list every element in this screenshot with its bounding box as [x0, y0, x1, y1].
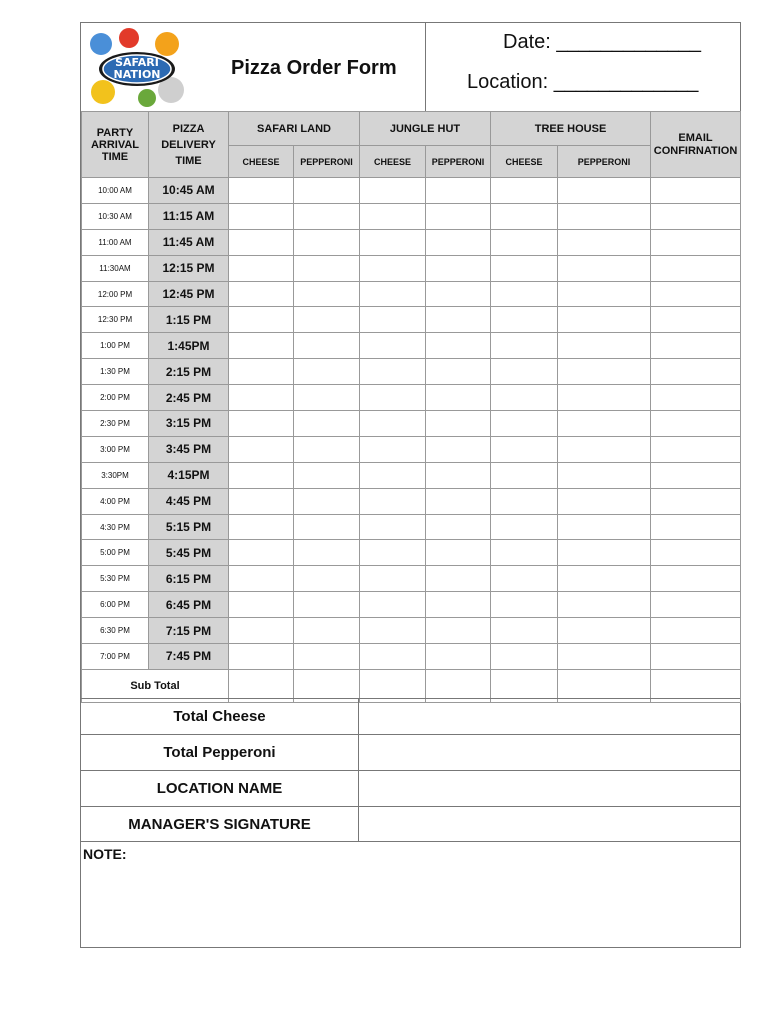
- order-quantity-cell[interactable]: [360, 359, 426, 385]
- order-quantity-cell[interactable]: [229, 462, 294, 488]
- order-quantity-cell[interactable]: [426, 618, 491, 644]
- order-row: [82, 618, 741, 644]
- order-quantity-cell[interactable]: [229, 307, 294, 333]
- party-arrival-time: 11:00 AM: [82, 229, 149, 255]
- email-confirmation-cell[interactable]: [651, 333, 741, 359]
- order-quantity-cell[interactable]: [558, 592, 651, 618]
- order-quantity-cell[interactable]: [294, 255, 360, 281]
- order-quantity-cell[interactable]: [229, 514, 294, 540]
- email-confirmation-cell[interactable]: [651, 255, 741, 281]
- order-quantity-cell[interactable]: [491, 436, 558, 462]
- party-arrival-time: 3:30PM: [82, 462, 149, 488]
- logo-text-nation: NATION: [113, 68, 161, 81]
- pizza-delivery-time: 6:15 PM: [149, 566, 229, 592]
- party-arrival-time: 5:30 PM: [82, 566, 149, 592]
- order-quantity-cell[interactable]: [229, 488, 294, 514]
- pizza-delivery-time: 4:45 PM: [149, 488, 229, 514]
- safari-nation-logo: [85, 26, 189, 110]
- order-quantity-cell[interactable]: [426, 255, 491, 281]
- party-arrival-time: 12:30 PM: [82, 307, 149, 333]
- order-quantity-cell[interactable]: [360, 618, 426, 644]
- order-row: [82, 307, 741, 333]
- order-quantity-cell[interactable]: [426, 644, 491, 670]
- party-arrival-time: 4:00 PM: [82, 488, 149, 514]
- email-confirmation-cell[interactable]: [651, 644, 741, 670]
- date-field[interactable]: Date: _____________: [503, 31, 701, 53]
- order-row: [82, 359, 741, 385]
- order-rows: [82, 178, 741, 670]
- order-quantity-cell[interactable]: [360, 229, 426, 255]
- party-arrival-time: 3:00 PM: [82, 436, 149, 462]
- cheese-header: CHEESE: [360, 146, 426, 178]
- order-quantity-cell[interactable]: [229, 255, 294, 281]
- form-header: [81, 23, 740, 112]
- order-quantity-cell[interactable]: [294, 592, 360, 618]
- order-quantity-cell[interactable]: [491, 307, 558, 333]
- party-arrival-header: PARTY ARRIVAL TIME: [82, 112, 149, 178]
- order-quantity-cell[interactable]: [426, 488, 491, 514]
- order-row: [82, 411, 741, 437]
- order-quantity-cell[interactable]: [426, 462, 491, 488]
- order-quantity-cell[interactable]: [426, 229, 491, 255]
- order-quantity-cell[interactable]: [558, 255, 651, 281]
- order-quantity-cell[interactable]: [426, 307, 491, 333]
- order-quantity-cell[interactable]: [491, 229, 558, 255]
- order-quantity-cell[interactable]: [294, 436, 360, 462]
- jungle-hut-header: JUNGLE HUT: [360, 112, 491, 146]
- party-arrival-time: 7:00 PM: [82, 644, 149, 670]
- order-quantity-cell[interactable]: [426, 359, 491, 385]
- order-quantity-cell[interactable]: [426, 411, 491, 437]
- cheese-header: CHEESE: [491, 146, 558, 178]
- party-arrival-time: 1:00 PM: [82, 333, 149, 359]
- pizza-delivery-time: 11:45 AM: [149, 229, 229, 255]
- order-quantity-cell[interactable]: [491, 592, 558, 618]
- order-quantity-cell[interactable]: [426, 385, 491, 411]
- order-quantity-cell[interactable]: [491, 411, 558, 437]
- order-quantity-cell[interactable]: [229, 644, 294, 670]
- order-quantity-cell[interactable]: [360, 307, 426, 333]
- order-quantity-cell[interactable]: [360, 462, 426, 488]
- email-confirmation-header: EMAIL CONFIRNATION: [651, 112, 741, 178]
- order-quantity-cell[interactable]: [229, 540, 294, 566]
- tree-house-header: TREE HOUSE: [491, 112, 651, 146]
- location-name-row: [81, 770, 740, 806]
- email-confirmation-cell[interactable]: [651, 436, 741, 462]
- order-quantity-cell[interactable]: [491, 333, 558, 359]
- email-confirmation-cell[interactable]: [651, 592, 741, 618]
- cheese-header: CHEESE: [229, 146, 294, 178]
- order-quantity-cell[interactable]: [229, 203, 294, 229]
- note-label: NOTE:: [83, 846, 127, 862]
- order-quantity-cell[interactable]: [491, 203, 558, 229]
- order-quantity-cell[interactable]: [360, 514, 426, 540]
- order-quantity-cell[interactable]: [558, 514, 651, 540]
- order-quantity-cell[interactable]: [229, 229, 294, 255]
- pizza-delivery-header: PIZZA DELIVERY TIME: [149, 112, 229, 178]
- location-name-label: LOCATION NAME: [81, 771, 359, 806]
- total-pepperoni-label: Total Pepperoni: [81, 735, 359, 770]
- email-confirmation-cell[interactable]: [651, 618, 741, 644]
- order-row: [82, 488, 741, 514]
- manager-signature-label: MANAGER'S SIGNATURE: [81, 807, 359, 842]
- pizza-delivery-time: 1:15 PM: [149, 307, 229, 333]
- order-row: [82, 592, 741, 618]
- safari-land-header: SAFARI LAND: [229, 112, 360, 146]
- order-quantity-cell[interactable]: [360, 281, 426, 307]
- order-quantity-cell[interactable]: [558, 307, 651, 333]
- order-quantity-cell[interactable]: [491, 514, 558, 540]
- order-row: [82, 333, 741, 359]
- order-quantity-cell[interactable]: [294, 566, 360, 592]
- order-quantity-cell[interactable]: [558, 178, 651, 204]
- order-quantity-cell[interactable]: [426, 178, 491, 204]
- email-confirmation-cell[interactable]: [651, 514, 741, 540]
- email-confirmation-cell[interactable]: [651, 488, 741, 514]
- email-confirmation-cell[interactable]: [651, 229, 741, 255]
- pepperoni-header: PEPPERONI: [294, 146, 360, 178]
- pepperoni-header: PEPPERONI: [426, 146, 491, 178]
- order-quantity-cell[interactable]: [360, 333, 426, 359]
- party-arrival-time: 10:30 AM: [82, 203, 149, 229]
- email-confirmation-cell[interactable]: [651, 411, 741, 437]
- pizza-delivery-time: 3:45 PM: [149, 436, 229, 462]
- order-quantity-cell[interactable]: [426, 514, 491, 540]
- pizza-delivery-time: 2:15 PM: [149, 359, 229, 385]
- order-quantity-cell[interactable]: [229, 566, 294, 592]
- order-quantity-cell[interactable]: [360, 644, 426, 670]
- email-confirmation-cell[interactable]: [651, 307, 741, 333]
- order-quantity-cell[interactable]: [426, 436, 491, 462]
- order-quantity-cell[interactable]: [558, 566, 651, 592]
- order-quantity-cell[interactable]: [360, 436, 426, 462]
- order-row: [82, 178, 741, 204]
- order-quantity-cell[interactable]: [360, 540, 426, 566]
- pizza-delivery-time: 5:45 PM: [149, 540, 229, 566]
- pizza-delivery-time: 7:15 PM: [149, 618, 229, 644]
- form-title: Pizza Order Form: [231, 57, 397, 79]
- order-quantity-cell[interactable]: [558, 359, 651, 385]
- email-confirmation-cell[interactable]: [651, 203, 741, 229]
- order-quantity-cell[interactable]: [294, 411, 360, 437]
- order-quantity-cell[interactable]: [360, 488, 426, 514]
- order-quantity-cell[interactable]: [360, 592, 426, 618]
- logo-text-safari: SAFARI: [115, 56, 159, 69]
- pizza-delivery-time: 4:15PM: [149, 462, 229, 488]
- order-quantity-cell[interactable]: [558, 281, 651, 307]
- order-quantity-cell[interactable]: [491, 540, 558, 566]
- pizza-delivery-time: 10:45 AM: [149, 178, 229, 204]
- order-quantity-cell[interactable]: [294, 540, 360, 566]
- order-quantity-cell[interactable]: [491, 462, 558, 488]
- order-quantity-cell[interactable]: [229, 178, 294, 204]
- order-quantity-cell[interactable]: [294, 281, 360, 307]
- order-quantity-cell[interactable]: [229, 436, 294, 462]
- party-arrival-time: 12:00 PM: [82, 281, 149, 307]
- order-quantity-cell[interactable]: [360, 178, 426, 204]
- order-row: [82, 436, 741, 462]
- order-quantity-cell[interactable]: [558, 644, 651, 670]
- pizza-delivery-time: 12:15 PM: [149, 255, 229, 281]
- order-quantity-cell[interactable]: [558, 385, 651, 411]
- order-row: [82, 229, 741, 255]
- order-quantity-cell[interactable]: [294, 229, 360, 255]
- order-row: [82, 462, 741, 488]
- order-quantity-cell[interactable]: [229, 281, 294, 307]
- order-quantity-cell[interactable]: [491, 385, 558, 411]
- order-quantity-cell[interactable]: [558, 411, 651, 437]
- order-quantity-cell[interactable]: [360, 566, 426, 592]
- email-confirmation-cell[interactable]: [651, 281, 741, 307]
- order-quantity-cell[interactable]: [426, 540, 491, 566]
- order-quantity-cell[interactable]: [294, 385, 360, 411]
- order-quantity-cell[interactable]: [360, 411, 426, 437]
- email-confirmation-cell[interactable]: [651, 385, 741, 411]
- order-quantity-cell[interactable]: [491, 255, 558, 281]
- order-quantity-cell[interactable]: [229, 385, 294, 411]
- order-quantity-cell[interactable]: [229, 592, 294, 618]
- order-quantity-cell[interactable]: [558, 436, 651, 462]
- manager-signature-row: [81, 806, 740, 842]
- email-confirmation-cell[interactable]: [651, 359, 741, 385]
- order-quantity-cell[interactable]: [294, 488, 360, 514]
- order-row: [82, 203, 741, 229]
- order-row: [82, 255, 741, 281]
- order-quantity-cell[interactable]: [229, 411, 294, 437]
- total-cheese-row: [81, 698, 740, 734]
- order-quantity-cell[interactable]: [294, 333, 360, 359]
- party-arrival-time: 10:00 AM: [82, 178, 149, 204]
- order-quantity-cell[interactable]: [360, 385, 426, 411]
- party-arrival-time: 2:30 PM: [82, 411, 149, 437]
- order-quantity-cell[interactable]: [491, 488, 558, 514]
- pizza-delivery-time: 2:45 PM: [149, 385, 229, 411]
- party-arrival-time: 5:00 PM: [82, 540, 149, 566]
- order-quantity-cell[interactable]: [491, 359, 558, 385]
- order-quantity-cell[interactable]: [558, 462, 651, 488]
- total-pepperoni-row: [81, 734, 740, 770]
- order-row: [82, 644, 741, 670]
- order-quantity-cell[interactable]: [558, 203, 651, 229]
- order-quantity-cell[interactable]: [294, 203, 360, 229]
- order-quantity-cell[interactable]: [294, 618, 360, 644]
- sub-total-label: Sub Total: [82, 669, 229, 702]
- pizza-delivery-time: 6:45 PM: [149, 592, 229, 618]
- pizza-delivery-time: 7:45 PM: [149, 644, 229, 670]
- order-quantity-cell[interactable]: [491, 178, 558, 204]
- order-quantity-cell[interactable]: [294, 359, 360, 385]
- party-arrival-time: 11:30AM: [82, 255, 149, 281]
- order-row: [82, 385, 741, 411]
- order-quantity-cell[interactable]: [426, 333, 491, 359]
- order-quantity-cell[interactable]: [294, 307, 360, 333]
- order-quantity-cell[interactable]: [426, 203, 491, 229]
- order-quantity-cell[interactable]: [360, 255, 426, 281]
- order-quantity-cell[interactable]: [558, 229, 651, 255]
- pizza-delivery-time: 1:45PM: [149, 333, 229, 359]
- order-quantity-cell[interactable]: [491, 618, 558, 644]
- email-confirmation-cell[interactable]: [651, 462, 741, 488]
- party-arrival-time: 1:30 PM: [82, 359, 149, 385]
- pizza-delivery-time: 3:15 PM: [149, 411, 229, 437]
- order-quantity-cell[interactable]: [229, 333, 294, 359]
- party-arrival-time: 6:00 PM: [82, 592, 149, 618]
- order-quantity-cell[interactable]: [229, 359, 294, 385]
- order-quantity-cell[interactable]: [558, 488, 651, 514]
- order-quantity-cell[interactable]: [491, 566, 558, 592]
- email-confirmation-cell[interactable]: [651, 566, 741, 592]
- pepperoni-header: PEPPERONI: [558, 146, 651, 178]
- order-quantity-cell[interactable]: [491, 281, 558, 307]
- note-box[interactable]: [81, 841, 740, 948]
- location-field[interactable]: Location: _____________: [467, 71, 699, 93]
- order-quantity-cell[interactable]: [426, 566, 491, 592]
- party-arrival-time: 4:30 PM: [82, 514, 149, 540]
- email-confirmation-cell[interactable]: [651, 178, 741, 204]
- party-arrival-time: 6:30 PM: [82, 618, 149, 644]
- order-quantity-cell[interactable]: [491, 644, 558, 670]
- order-quantity-cell[interactable]: [426, 281, 491, 307]
- party-arrival-time: 2:00 PM: [82, 385, 149, 411]
- pizza-delivery-time: 5:15 PM: [149, 514, 229, 540]
- order-table: [81, 111, 741, 703]
- order-row: [82, 540, 741, 566]
- pizza-order-form: [80, 22, 741, 948]
- order-row: [82, 566, 741, 592]
- email-confirmation-cell[interactable]: [651, 540, 741, 566]
- order-quantity-cell[interactable]: [360, 203, 426, 229]
- header-divider: [425, 23, 426, 111]
- total-cheese-label: Total Cheese: [81, 699, 359, 734]
- order-row: [82, 514, 741, 540]
- order-quantity-cell[interactable]: [558, 540, 651, 566]
- order-row: [82, 281, 741, 307]
- order-quantity-cell[interactable]: [558, 618, 651, 644]
- order-quantity-cell[interactable]: [294, 644, 360, 670]
- order-quantity-cell[interactable]: [229, 618, 294, 644]
- pizza-delivery-time: 12:45 PM: [149, 281, 229, 307]
- order-quantity-cell[interactable]: [294, 178, 360, 204]
- order-quantity-cell[interactable]: [294, 462, 360, 488]
- order-quantity-cell[interactable]: [294, 514, 360, 540]
- pizza-delivery-time: 11:15 AM: [149, 203, 229, 229]
- order-quantity-cell[interactable]: [426, 592, 491, 618]
- order-quantity-cell[interactable]: [558, 333, 651, 359]
